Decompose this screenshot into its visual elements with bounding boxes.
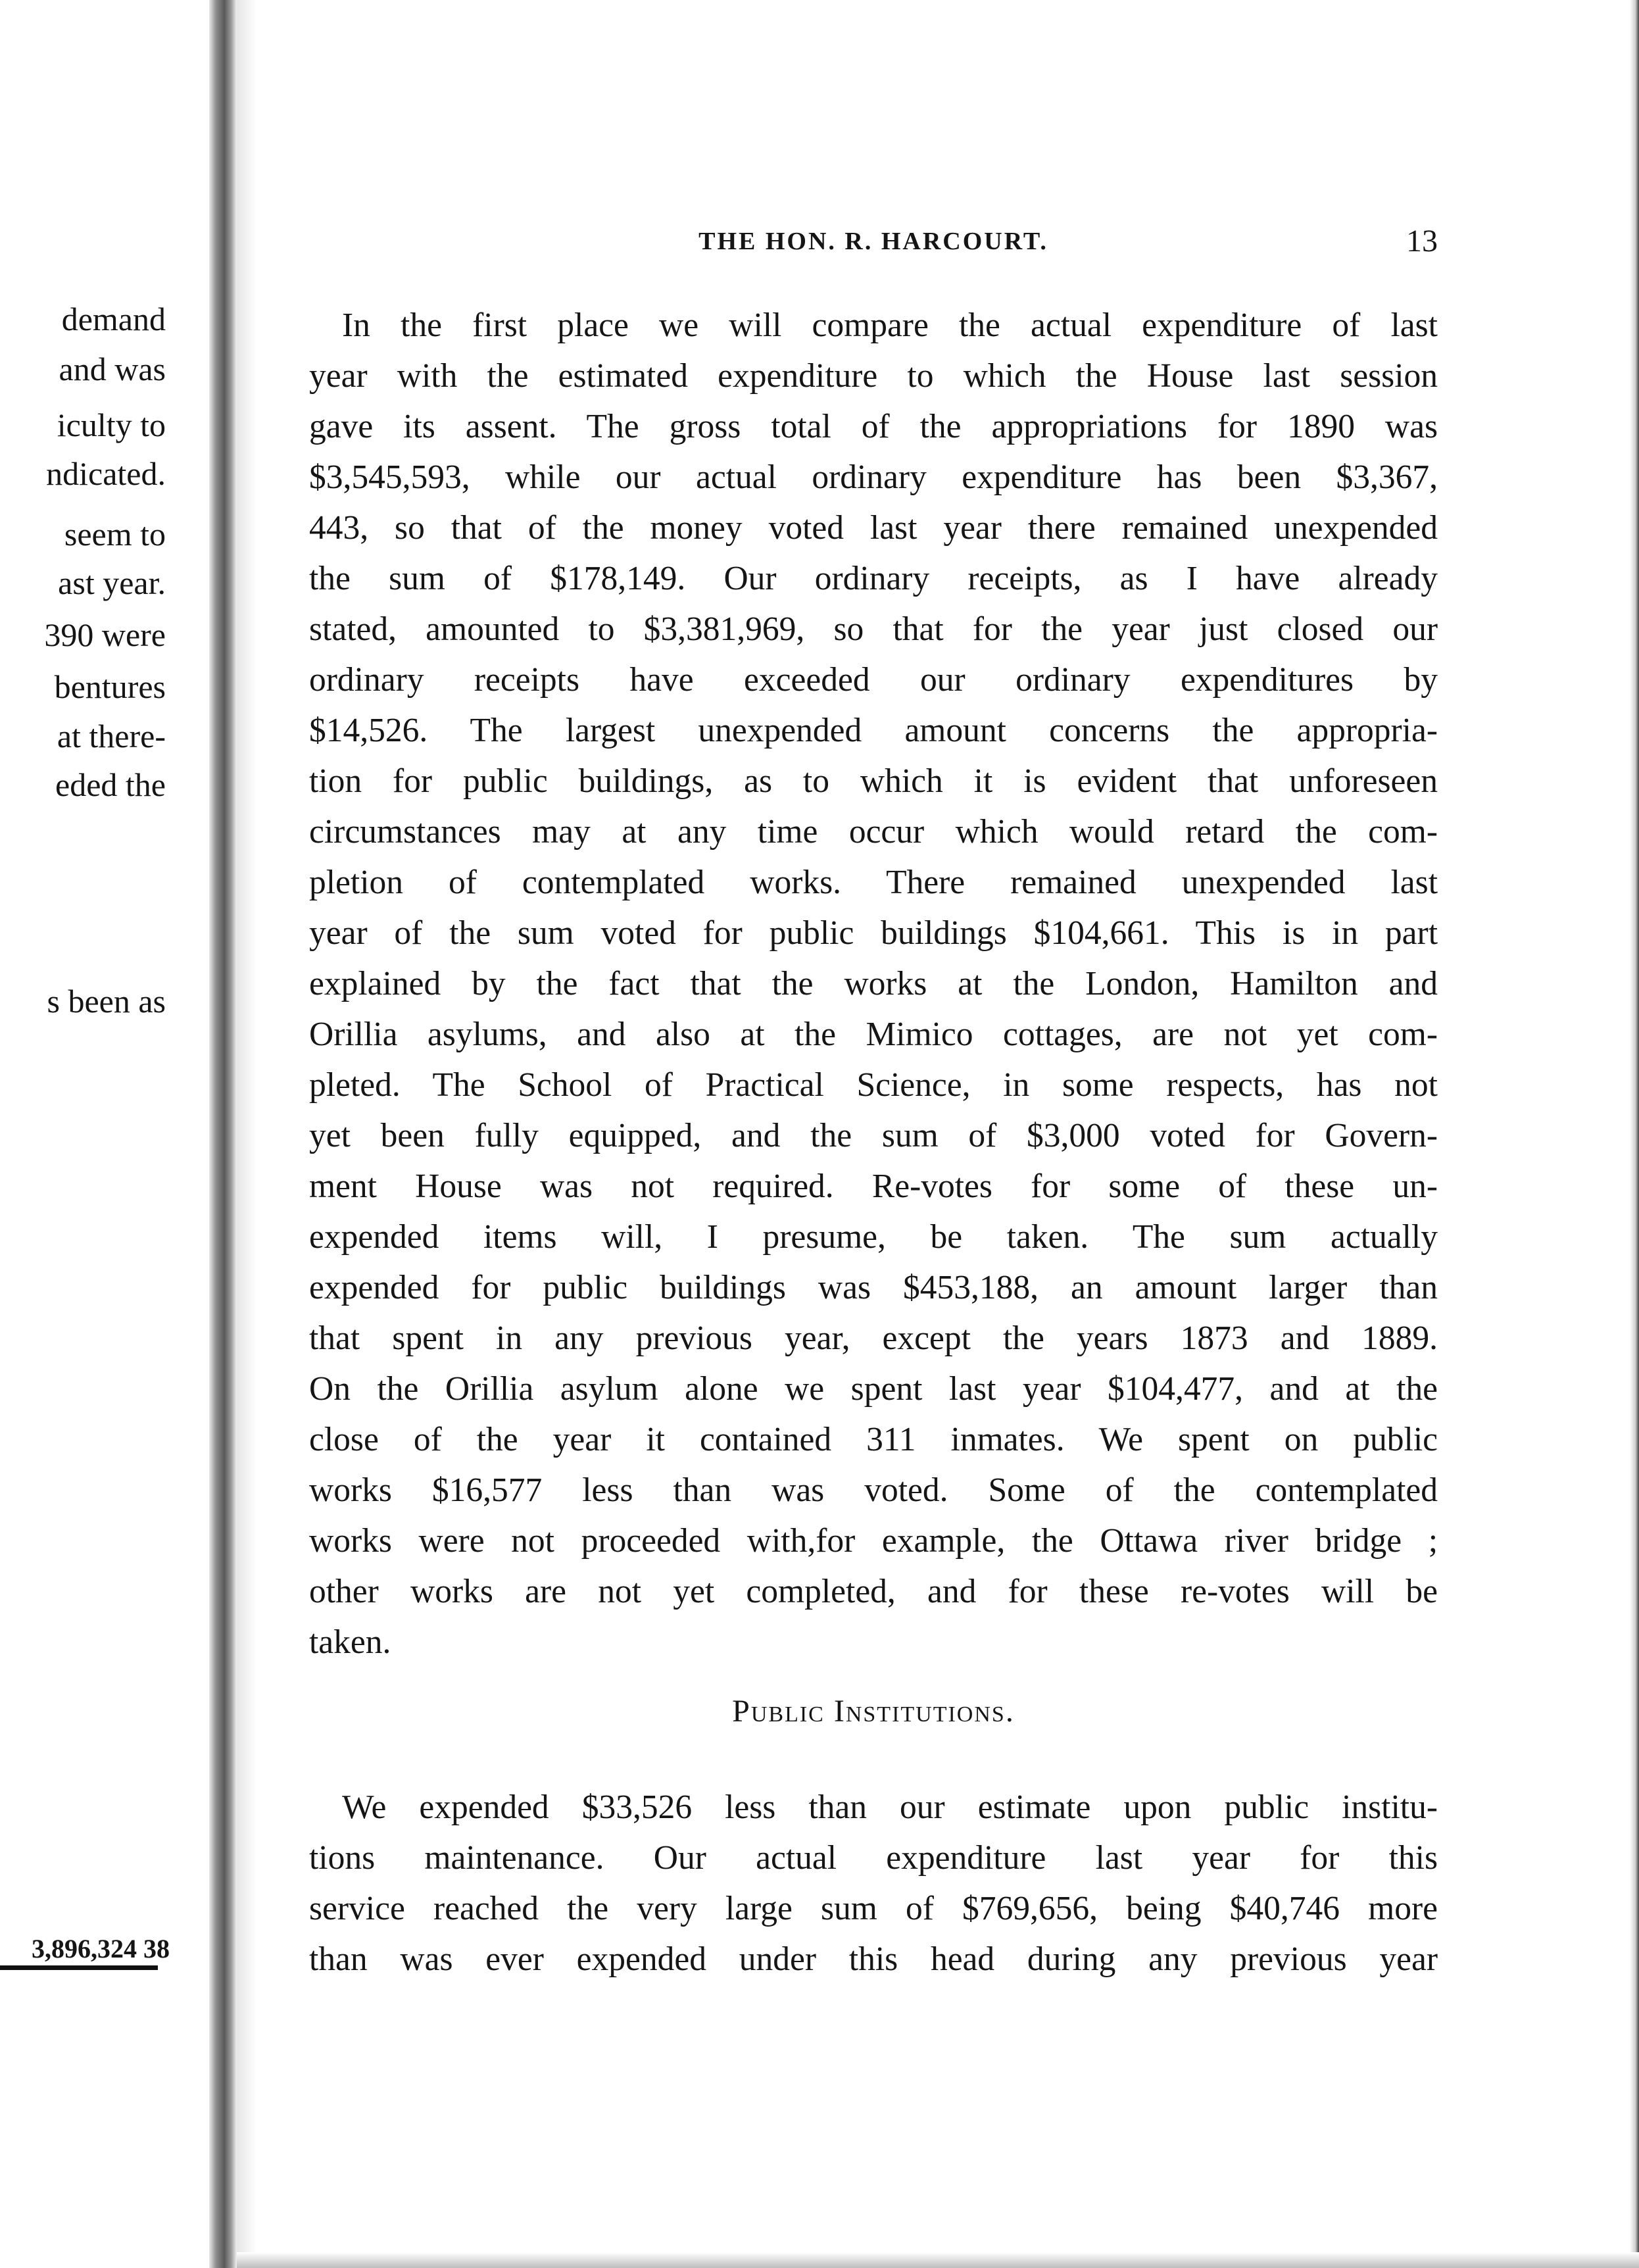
text-line: circumstances may at any time occur which would retard the com-	[309, 813, 1438, 851]
section-heading: Public Institutions.	[732, 1694, 1015, 1729]
facing-line: eded the	[55, 766, 166, 803]
binding-gutter	[209, 0, 237, 2268]
page-number: 13	[1406, 224, 1438, 259]
paragraph-public-institutions	[309, 1782, 1438, 1985]
text-line: 443, so that of the money voted last year there remained unexpended	[309, 509, 1438, 547]
facing-line: demand	[61, 301, 166, 337]
text-line: Orillia asylums, and also at the Mimico cottages, are not yet com-	[309, 1016, 1438, 1053]
facing-line: s been as	[47, 983, 166, 1020]
text-line: the sum of $178,149. Our ordinary receipts, as I have already	[309, 560, 1438, 597]
text-line: tions maintenance. Our actual expenditure last year for this	[309, 1839, 1438, 1877]
text-line: pletion of contemplated works. There remained unexpended last	[309, 864, 1438, 901]
page-edge-right	[1630, 0, 1639, 2268]
text-line: pleted. The School of Practical Science, in some respects, has not	[309, 1066, 1438, 1104]
text-line: yet been fully equipped, and the sum of $3,000 voted for Govern-	[309, 1117, 1438, 1154]
text-line: year with the estimated expenditure to which the House last session	[309, 357, 1438, 395]
text-line: $3,545,593, while our actual ordinary expenditure has been $3,367,	[309, 458, 1438, 496]
paragraph-expenditure	[309, 300, 1438, 1667]
text-line: $14,526. The largest unexpended amount concerns the appropria-	[309, 712, 1438, 749]
text-line: than was ever expended under this head during any previous year	[309, 1940, 1438, 1978]
text-line: close of the year it contained 311 inmates. We spent on public	[309, 1421, 1438, 1458]
text-line: works were not proceeded with,for example, the Ottawa river bridge ;	[309, 1522, 1438, 1560]
text-line: expended items will, I presume, be taken. The sum actually	[309, 1218, 1438, 1256]
text-line: stated, amounted to $3,381,969, so that for the year just closed our	[309, 610, 1438, 648]
facing-total: 3,896,324 38	[32, 1934, 170, 1963]
text-line: expended for public buildings was $453,188, an amount larger than	[309, 1269, 1438, 1306]
text-line: service reached the very large sum of $769,656, being $40,746 more	[309, 1890, 1438, 1927]
text-line: other works are not yet completed, and for these re-votes will be	[309, 1573, 1438, 1610]
text-line: tion for public buildings, as to which it is evident that unforeseen	[309, 762, 1438, 800]
running-head	[309, 224, 1438, 266]
facing-page-fragment	[0, 0, 209, 2268]
text-line: We expended $33,526 less than our estimate upon public institu-	[342, 1788, 1438, 1826]
facing-line: iculty to	[57, 407, 166, 443]
text-line: explained by the fact that the works at the London, Hamilton and	[309, 965, 1438, 1002]
gutter-shadow	[237, 0, 257, 2268]
text-line: ordinary receipts have exceeded our ordinary expenditures by	[309, 661, 1438, 699]
text-line: On the Orillia asylum alone we spent last year $104,477, and at the	[309, 1370, 1438, 1408]
running-head-title: THE HON. R. HARCOURT.	[698, 228, 1048, 255]
facing-line: ast year.	[58, 564, 166, 601]
page-edge-bottom	[237, 2252, 1639, 2268]
facing-line: 390 were	[44, 616, 166, 653]
text-line: In the first place we will compare the actual expenditure of last	[342, 307, 1438, 344]
facing-line: bentures	[54, 668, 166, 705]
facing-line: seem to	[64, 516, 166, 553]
facing-line: ndicated.	[46, 455, 166, 492]
text-line: gave its assent. The gross total of the appropriations for 1890 was	[309, 408, 1438, 445]
text-line: taken.	[309, 1623, 391, 1661]
text-line: works $16,577 less than was voted. Some of the contemplated	[309, 1471, 1438, 1509]
facing-line: at there-	[57, 718, 166, 754]
text-line: year of the sum voted for public buildings $104,661. This is in part	[309, 914, 1438, 952]
text-line: ment House was not required. Re-votes for some of these un-	[309, 1168, 1438, 1205]
text-line: that spent in any previous year, except the years 1873 and 1889.	[309, 1319, 1438, 1357]
facing-line: and was	[59, 351, 166, 387]
facing-total-rule	[0, 1965, 158, 1970]
